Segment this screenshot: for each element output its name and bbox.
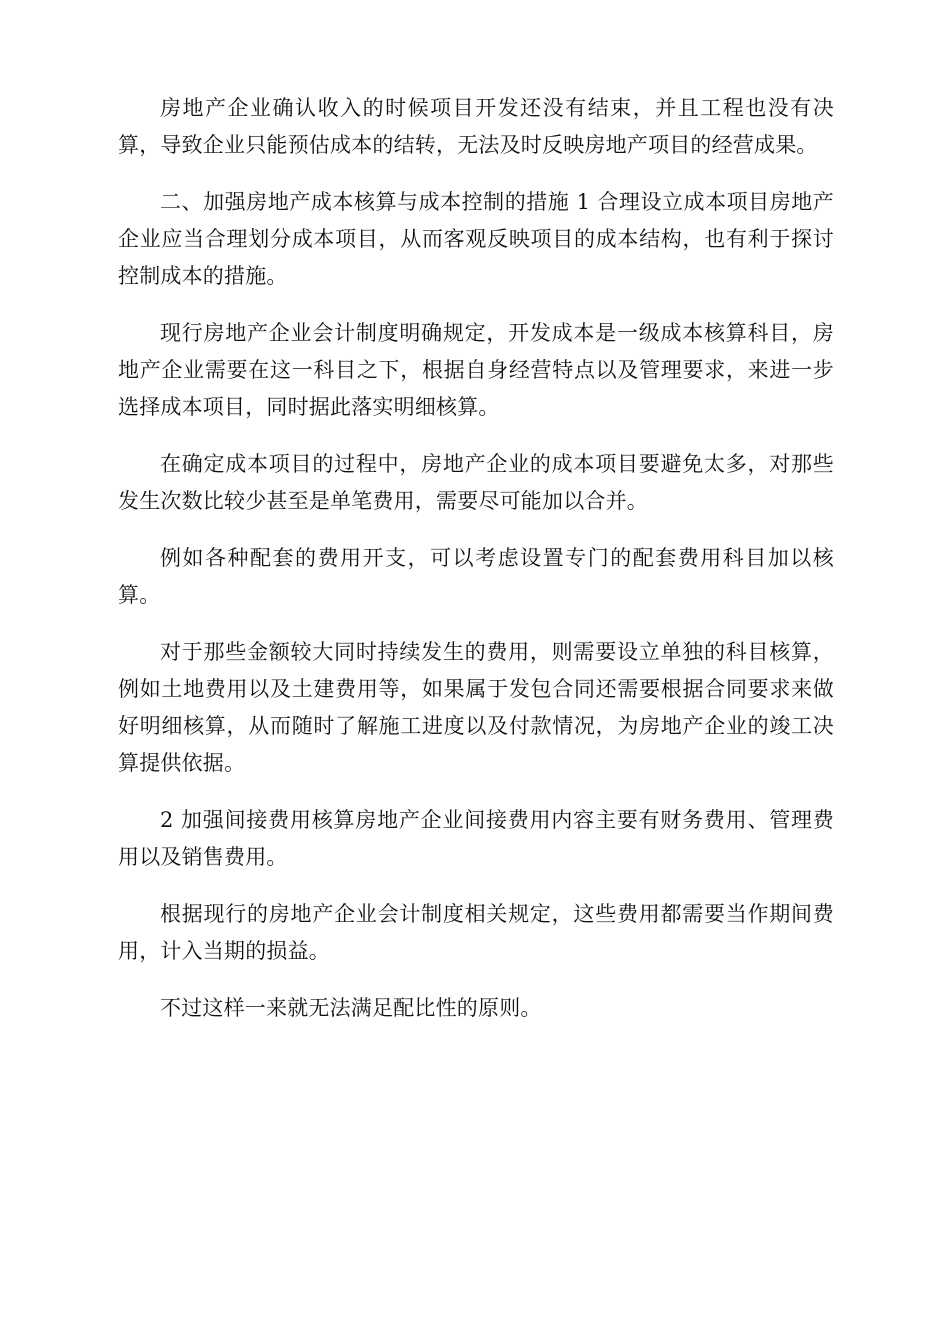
paragraph-3: 现行房地产企业会计制度明确规定，开发成本是一级成本核算科目，房地产企业需要在这一科目之下，根据自身经营特点以及管理要求，来进一步选择成本项目，同时据此落实明细核算。 <box>118 321 834 419</box>
paragraph-4: 在确定成本项目的过程中，房地产企业的成本项目要避免太多，对那些发生次数比较少甚至是单笔费用，需要尽可能加以合并。 <box>118 452 834 513</box>
paragraph-6: 对于那些金额较大同时持续发生的费用，则需要设立单独的科目核算，例如土地费用以及土建费用等，如果属于发包合同还需要根据合同要求来做好明细核算，从而随时了解施工进度以及付款情况，为房地产企业的竣工决算提供依据。 <box>118 640 834 775</box>
paragraph-2: 二、加强房地产成本核算与成本控制的措施 1 合理设立成本项目房地产企业应当合理划分成本项目，从而客观反映项目的成本结构，也有利于探讨控制成本的措施。 <box>118 190 834 288</box>
paragraph-9: 不过这样一来就无法满足配比性的原则。 <box>160 996 542 1020</box>
document-body <box>118 90 834 1047</box>
paragraph-1: 房地产企业确认收入的时候项目开发还没有结束，并且工程也没有决算，导致企业只能预估成本的结转，无法及时反映房地产项目的经营成果。 <box>118 96 834 157</box>
paragraph-5: 例如各种配套的费用开支，可以考虑设置专门的配套费用科目加以核算。 <box>118 546 834 607</box>
paragraph-7: 2 加强间接费用核算房地产企业间接费用内容主要有财务费用、管理费用以及销售费用。 <box>118 808 834 869</box>
paragraph-8: 根据现行的房地产企业会计制度相关规定，这些费用都需要当作期间费用，计入当期的损益。 <box>118 902 834 963</box>
